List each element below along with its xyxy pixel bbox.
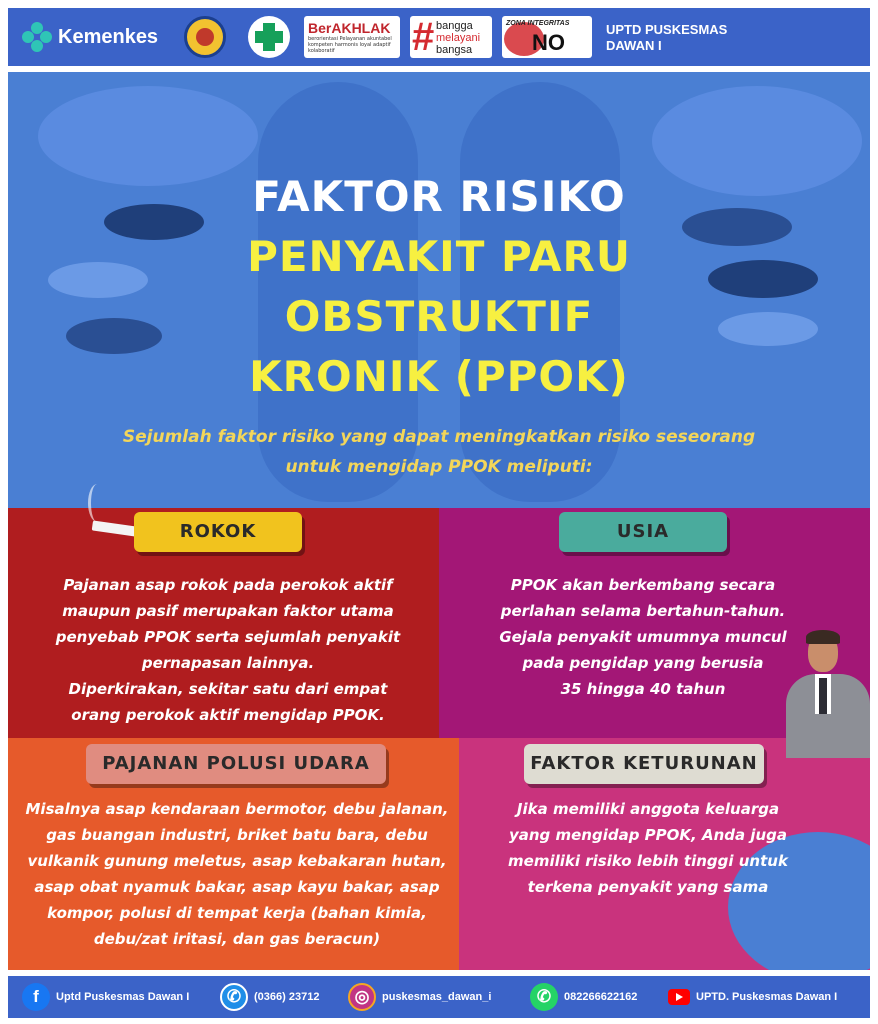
- kemenkes-mark-icon: [22, 22, 52, 52]
- instagram-icon: ◎: [348, 983, 376, 1011]
- zona-line1: ZONA INTEGRITAS: [506, 20, 570, 27]
- instagram-handle: puskesmas_dawan_i: [382, 991, 492, 1003]
- polusi-label: PAJANAN POLUSI UDARA: [86, 744, 386, 784]
- poster-title-line4: KRONIK (PPOK): [249, 352, 629, 401]
- rokok-text-line: maupun pasif merupakan faktor utama: [62, 602, 394, 620]
- rokok-text-line: orang perokok aktif mengidap PPOK.: [71, 706, 385, 724]
- youtube-icon: [668, 989, 690, 1005]
- polusi-text-line: gas buangan industri, briket batu bara, debu: [46, 826, 428, 844]
- youtube-contact[interactable]: [668, 982, 837, 1012]
- poster-title-line3: OBSTRUKTIF: [284, 292, 594, 341]
- keturunan-text-line: terkena penyakit yang sama: [527, 878, 769, 896]
- berakhlak-logo: [304, 16, 400, 58]
- keturunan-label: FAKTOR KETURUNAN: [524, 744, 764, 784]
- usia-text-line: PPOK akan berkembang secara: [510, 576, 776, 594]
- kemenkes-text: Kemenkes: [58, 25, 159, 48]
- whatsapp-number: 082266622162: [564, 991, 638, 1003]
- usia-text-line: perlahan selama bertahun-tahun.: [500, 602, 786, 620]
- zona-line2: NO: [532, 30, 565, 55]
- rokok-text-line: Pajanan asap rokok pada perokok aktif: [63, 576, 393, 594]
- instagram-contact[interactable]: [348, 982, 491, 1012]
- poster-title-line2: PENYAKIT PARU: [247, 232, 631, 281]
- phone-icon: ✆: [220, 983, 248, 1011]
- intro-line2: untuk mengidap PPOK meliputi:: [285, 457, 593, 477]
- keturunan-text-line: memiliki risiko lebih tinggi untuk: [508, 852, 788, 870]
- keturunan-text-line: yang mengidap PPOK, Anda juga: [508, 826, 788, 844]
- bangga-line2: melayani: [436, 32, 481, 44]
- org-name: [606, 22, 727, 54]
- facebook-icon: f: [22, 983, 50, 1011]
- rokok-text-line: penyebab PPOK serta sejumlah penyakit: [55, 628, 401, 646]
- polusi-text-line: kompor, polusi di tempat kerja (bahan kimia,: [47, 904, 427, 922]
- org-name-line2: DAWAN I: [606, 38, 662, 53]
- bangga-line1: bangga: [436, 20, 473, 32]
- keturunan-text-line: Jika memiliki anggota keluarga: [516, 800, 780, 818]
- keturunan-text: [498, 796, 798, 900]
- facebook-contact[interactable]: [22, 982, 189, 1012]
- phone-number: (0366) 23712: [254, 991, 320, 1003]
- berakhlak-title: BerAKHLAK: [308, 20, 391, 36]
- usia-text-line: 35 hingga 40 tahun: [560, 680, 726, 698]
- intro-line1: Sejumlah faktor risiko yang dapat meningkatkan risiko seseorang: [122, 427, 756, 447]
- polusi-text: [22, 796, 452, 952]
- org-name-line1: UPTD PUSKESMAS: [606, 22, 728, 37]
- usia-text: [478, 572, 808, 702]
- poster: [8, 72, 870, 970]
- bangga-hash: #: [412, 15, 435, 59]
- facebook-handle: Uptd Puskesmas Dawan I: [56, 991, 190, 1003]
- bangga-line3: bangsa: [436, 44, 473, 56]
- regency-emblem-icon: [184, 16, 226, 58]
- polusi-text-line: Misalnya asap kendaraan bermotor, debu jalanan,: [25, 800, 449, 818]
- puskesmas-cross-icon: [248, 16, 290, 58]
- usia-text-line: pada pengidap yang berusia: [522, 654, 764, 672]
- footer-bar: [8, 976, 870, 1018]
- polusi-text-line: debu/zat iritasi, dan gas beracun): [93, 930, 381, 948]
- zona-integritas-logo: [502, 16, 592, 58]
- whatsapp-contact[interactable]: [530, 982, 637, 1012]
- bangga-melayani-logo: [410, 16, 492, 58]
- rokok-text: [28, 572, 428, 728]
- header-bar: [8, 8, 870, 66]
- kemenkes-logo: [22, 16, 162, 58]
- smoking-man-illustration-icon: [778, 628, 870, 758]
- usia-text-line: Gejala penyakit umumnya muncul: [499, 628, 787, 646]
- bubble-decoration: [38, 86, 258, 186]
- whatsapp-icon: ✆: [530, 983, 558, 1011]
- usia-label: USIA: [559, 512, 727, 552]
- rokok-text-line: Diperkirakan, sekitar satu dari empat: [68, 680, 388, 698]
- rokok-label: ROKOK: [134, 512, 302, 552]
- rokok-text-line: pernapasan lainnya.: [141, 654, 315, 672]
- berakhlak-subtitle: berorientasi Pelayanan akuntabel kompeten harmonis loyal adaptif kolaboratif: [308, 36, 392, 54]
- poster-title-line1: FAKTOR RISIKO: [252, 172, 626, 221]
- polusi-text-line: asap obat nyamuk bakar, asap kayu bakar, asap: [34, 878, 440, 896]
- phone-contact[interactable]: [220, 982, 319, 1012]
- youtube-channel: UPTD. Puskesmas Dawan I: [696, 991, 838, 1003]
- polusi-text-line: vulkanik gunung meletus, asap kebakaran hutan,: [27, 852, 447, 870]
- smoke-icon: [88, 484, 106, 522]
